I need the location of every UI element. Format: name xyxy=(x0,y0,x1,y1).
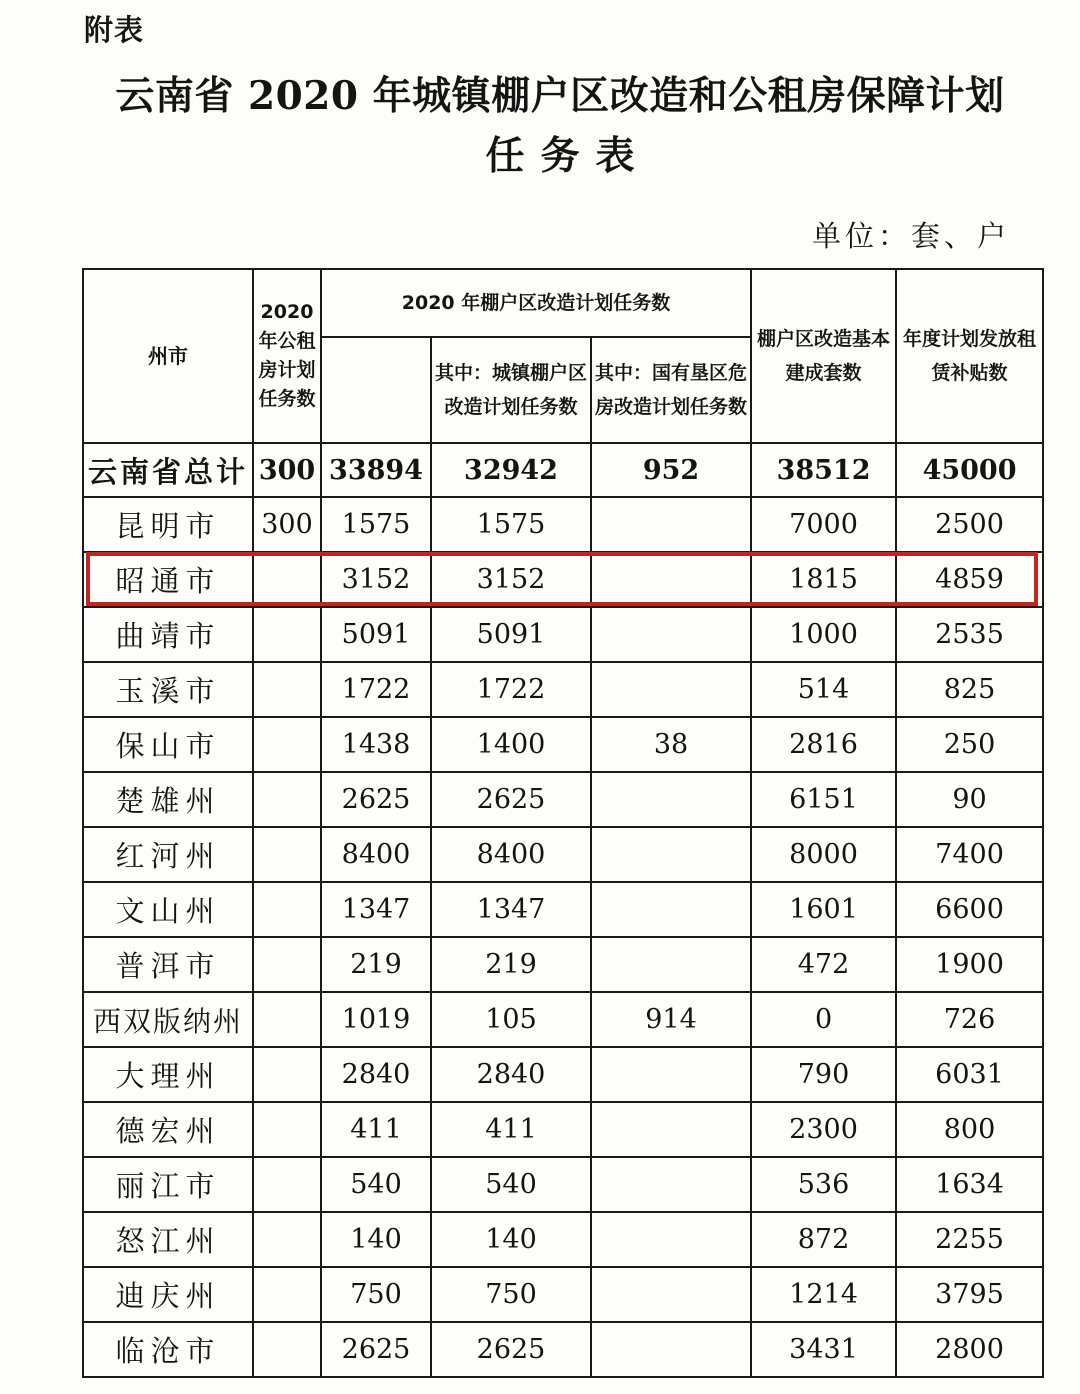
cell-public-rental xyxy=(253,1102,321,1157)
table-row-total xyxy=(83,443,1043,497)
table-row xyxy=(83,1212,1043,1267)
cell-shantytown-total: 140 xyxy=(321,1212,431,1267)
cell-completed: 1214 xyxy=(751,1267,896,1322)
cell-state-reclamation: 952 xyxy=(591,443,751,497)
cell-completed: 1601 xyxy=(751,882,896,937)
header-completed: 棚户区改造基本建成套数 xyxy=(751,269,896,443)
cell-rent-subsidy: 90 xyxy=(896,772,1043,827)
cell-state-reclamation xyxy=(591,1157,751,1212)
cell-region: 保山市 xyxy=(83,717,253,772)
task-table xyxy=(82,268,1044,1378)
cell-region: 怒江州 xyxy=(83,1212,253,1267)
cell-region: 楚雄州 xyxy=(83,772,253,827)
cell-urban-shantytown: 750 xyxy=(431,1267,591,1322)
cell-region: 临沧市 xyxy=(83,1322,253,1377)
cell-public-rental xyxy=(253,1322,321,1377)
cell-public-rental xyxy=(253,717,321,772)
cell-completed: 6151 xyxy=(751,772,896,827)
header-shantytown-total xyxy=(321,337,431,443)
cell-urban-shantytown: 8400 xyxy=(431,827,591,882)
cell-shantytown-total: 1722 xyxy=(321,662,431,717)
table-row xyxy=(83,992,1043,1047)
cell-rent-subsidy: 3795 xyxy=(896,1267,1043,1322)
cell-rent-subsidy: 2535 xyxy=(896,607,1043,662)
cell-completed: 872 xyxy=(751,1212,896,1267)
document-title xyxy=(60,66,1060,186)
cell-state-reclamation xyxy=(591,1047,751,1102)
cell-urban-shantytown: 540 xyxy=(431,1157,591,1212)
cell-region: 红河州 xyxy=(83,827,253,882)
cell-urban-shantytown: 5091 xyxy=(431,607,591,662)
cell-shantytown-total: 1019 xyxy=(321,992,431,1047)
cell-urban-shantytown: 105 xyxy=(431,992,591,1047)
header-public-rental: 2020 年公租房计划任务数 xyxy=(253,269,321,443)
cell-public-rental xyxy=(253,607,321,662)
cell-urban-shantytown: 2625 xyxy=(431,1322,591,1377)
cell-completed: 1000 xyxy=(751,607,896,662)
cell-rent-subsidy: 1900 xyxy=(896,937,1043,992)
cell-public-rental: 300 xyxy=(253,443,321,497)
cell-completed: 790 xyxy=(751,1047,896,1102)
cell-rent-subsidy: 6600 xyxy=(896,882,1043,937)
cell-region: 丽江市 xyxy=(83,1157,253,1212)
cell-rent-subsidy: 2255 xyxy=(896,1212,1043,1267)
cell-region: 文山州 xyxy=(83,882,253,937)
cell-urban-shantytown: 2840 xyxy=(431,1047,591,1102)
cell-rent-subsidy: 7400 xyxy=(896,827,1043,882)
cell-shantytown-total: 219 xyxy=(321,937,431,992)
cell-region: 昭通市 xyxy=(83,552,253,607)
task-table-wrapper xyxy=(82,268,1042,1378)
cell-public-rental xyxy=(253,992,321,1047)
cell-completed: 2300 xyxy=(751,1102,896,1157)
table-row xyxy=(83,827,1043,882)
cell-public-rental xyxy=(253,827,321,882)
table-row xyxy=(83,882,1043,937)
cell-completed: 3431 xyxy=(751,1322,896,1377)
cell-public-rental xyxy=(253,1157,321,1212)
cell-region: 德宏州 xyxy=(83,1102,253,1157)
table-row xyxy=(83,717,1043,772)
cell-shantytown-total: 3152 xyxy=(321,552,431,607)
cell-urban-shantytown: 2625 xyxy=(431,772,591,827)
cell-urban-shantytown: 1722 xyxy=(431,662,591,717)
table-body xyxy=(83,443,1043,1377)
cell-public-rental: 300 xyxy=(253,497,321,552)
header-urban-shantytown: 其中：城镇棚户区改造计划任务数 xyxy=(431,337,591,443)
cell-public-rental xyxy=(253,1047,321,1102)
cell-region: 昆明市 xyxy=(83,497,253,552)
cell-public-rental xyxy=(253,772,321,827)
cell-urban-shantytown: 1347 xyxy=(431,882,591,937)
cell-state-reclamation xyxy=(591,1322,751,1377)
cell-state-reclamation xyxy=(591,772,751,827)
cell-rent-subsidy: 4859 xyxy=(896,552,1043,607)
cell-state-reclamation xyxy=(591,882,751,937)
cell-completed: 7000 xyxy=(751,497,896,552)
cell-urban-shantytown: 140 xyxy=(431,1212,591,1267)
cell-public-rental xyxy=(253,937,321,992)
cell-rent-subsidy: 250 xyxy=(896,717,1043,772)
cell-shantytown-total: 750 xyxy=(321,1267,431,1322)
cell-urban-shantytown: 219 xyxy=(431,937,591,992)
cell-urban-shantytown: 32942 xyxy=(431,443,591,497)
cell-region: 大理州 xyxy=(83,1047,253,1102)
cell-public-rental xyxy=(253,1267,321,1322)
cell-urban-shantytown: 411 xyxy=(431,1102,591,1157)
cell-public-rental xyxy=(253,882,321,937)
cell-shantytown-total: 2840 xyxy=(321,1047,431,1102)
table-row xyxy=(83,1047,1043,1102)
table-row xyxy=(83,497,1043,552)
cell-completed: 0 xyxy=(751,992,896,1047)
cell-urban-shantytown: 1575 xyxy=(431,497,591,552)
header-state-reclamation: 其中：国有垦区危房改造计划任务数 xyxy=(591,337,751,443)
cell-shantytown-total: 1347 xyxy=(321,882,431,937)
cell-state-reclamation: 38 xyxy=(591,717,751,772)
table-row xyxy=(83,937,1043,992)
table-row xyxy=(83,1102,1043,1157)
cell-completed: 38512 xyxy=(751,443,896,497)
cell-completed: 2816 xyxy=(751,717,896,772)
cell-state-reclamation xyxy=(591,552,751,607)
cell-completed: 472 xyxy=(751,937,896,992)
cell-region: 迪庆州 xyxy=(83,1267,253,1322)
cell-public-rental xyxy=(253,1212,321,1267)
cell-region: 西双版纳州 xyxy=(83,992,253,1047)
table-header xyxy=(83,269,1043,443)
cell-completed: 8000 xyxy=(751,827,896,882)
table-row xyxy=(83,772,1043,827)
cell-state-reclamation xyxy=(591,827,751,882)
cell-completed: 536 xyxy=(751,1157,896,1212)
table-row xyxy=(83,1322,1043,1377)
table-row xyxy=(83,1157,1043,1212)
cell-shantytown-total: 2625 xyxy=(321,772,431,827)
cell-rent-subsidy: 6031 xyxy=(896,1047,1043,1102)
cell-state-reclamation xyxy=(591,607,751,662)
cell-state-reclamation xyxy=(591,1102,751,1157)
cell-region: 云南省总计 xyxy=(83,443,253,497)
cell-state-reclamation xyxy=(591,662,751,717)
header-shantytown-group: 2020 年棚户区改造计划任务数 xyxy=(321,269,751,337)
header-region: 州市 xyxy=(83,269,253,443)
table-row xyxy=(83,662,1043,717)
attachment-label: 附表 xyxy=(84,13,145,47)
cell-urban-shantytown: 3152 xyxy=(431,552,591,607)
cell-rent-subsidy: 1634 xyxy=(896,1157,1043,1212)
cell-rent-subsidy: 726 xyxy=(896,992,1043,1047)
header-rent-subsidy: 年度计划发放租赁补贴数 xyxy=(896,269,1043,443)
cell-shantytown-total: 1438 xyxy=(321,717,431,772)
cell-region: 玉溪市 xyxy=(83,662,253,717)
cell-shantytown-total: 540 xyxy=(321,1157,431,1212)
cell-region: 曲靖市 xyxy=(83,607,253,662)
cell-state-reclamation xyxy=(591,497,751,552)
cell-shantytown-total: 411 xyxy=(321,1102,431,1157)
cell-state-reclamation xyxy=(591,1212,751,1267)
cell-shantytown-total: 8400 xyxy=(321,827,431,882)
cell-urban-shantytown: 1400 xyxy=(431,717,591,772)
cell-shantytown-total: 2625 xyxy=(321,1322,431,1377)
cell-region: 普洱市 xyxy=(83,937,253,992)
cell-rent-subsidy: 2500 xyxy=(896,497,1043,552)
title-line-2: 任务表 xyxy=(485,133,651,179)
cell-rent-subsidy: 800 xyxy=(896,1102,1043,1157)
cell-state-reclamation xyxy=(591,937,751,992)
cell-public-rental xyxy=(253,662,321,717)
title-line-1: 云南省 2020 年城镇棚户区改造和公租房保障计划 xyxy=(115,73,1005,119)
table-row xyxy=(83,1267,1043,1322)
table-row xyxy=(83,607,1043,662)
cell-public-rental xyxy=(253,552,321,607)
table-row xyxy=(83,552,1043,607)
cell-rent-subsidy: 825 xyxy=(896,662,1043,717)
cell-completed: 514 xyxy=(751,662,896,717)
cell-shantytown-total: 33894 xyxy=(321,443,431,497)
unit-label: 单位：套、户 xyxy=(811,219,1010,253)
cell-shantytown-total: 1575 xyxy=(321,497,431,552)
cell-state-reclamation: 914 xyxy=(591,992,751,1047)
cell-completed: 1815 xyxy=(751,552,896,607)
cell-state-reclamation xyxy=(591,1267,751,1322)
cell-rent-subsidy: 2800 xyxy=(896,1322,1043,1377)
cell-shantytown-total: 5091 xyxy=(321,607,431,662)
cell-rent-subsidy: 45000 xyxy=(896,443,1043,497)
